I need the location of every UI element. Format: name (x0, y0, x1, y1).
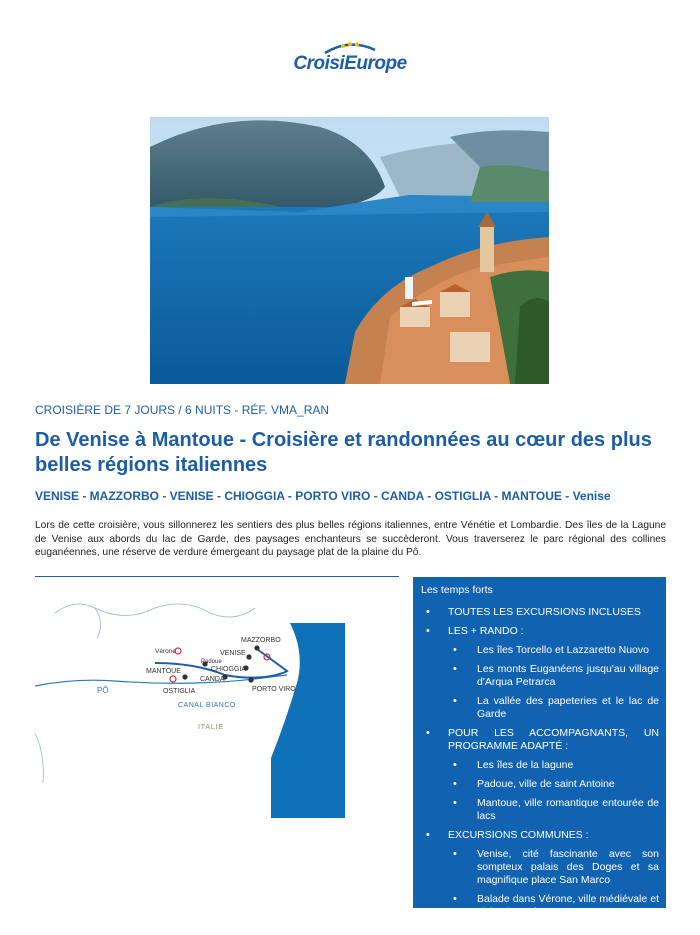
highlight-subitem: • Mantoue, ville romantique entourée de lacs (448, 797, 659, 823)
highlight-subitem: • Les îles de la lagune (448, 759, 659, 772)
highlight-label: EXCURSIONS COMMUNES : (448, 829, 589, 841)
map-label-padoue: Padoue (201, 659, 222, 665)
route-itinerary: VENISE - MAZZORBO - VENISE - CHIOGGIA - PORTO VIRO - CANDA - OSTIGLIA - MANTOUE - Venise (35, 489, 611, 503)
highlight-sublist (448, 759, 659, 823)
route-map (35, 583, 345, 818)
highlight-item (421, 606, 659, 619)
page-title: De Venise à Mantoue - Croisière et randonnées au cœur des plus belles régions italiennes (35, 429, 652, 476)
highlight-subitem: • La vallée des papeteries et le lac de Garde (448, 695, 659, 721)
highlight-label: TOUTES LES EXCURSIONS INCLUSES (448, 606, 641, 618)
stop-marker (182, 674, 187, 679)
cruise-reference: CROISIÈRE DE 7 JOURS / 6 NUITS - RÉF. VMA_RAN (35, 403, 330, 417)
map-label-mantoue: MANTOUE (146, 668, 181, 675)
map-label-canda: CANDA (200, 676, 225, 683)
highlight-sublist (448, 644, 659, 721)
highlight-label: POUR LES ACCOMPAGNANTS, UN PROGRAMME ADAPTÉ : (448, 727, 659, 752)
map-label-italie: ITALIE (198, 722, 224, 731)
highlights-title: Les temps forts (421, 584, 493, 596)
highlight-item (421, 727, 659, 823)
logo-text: CroisiEurope (293, 53, 407, 74)
map-label-po: PÔ (97, 686, 109, 695)
highlight-subitem: • Padoue, ville de saint Antoine (448, 778, 659, 791)
section-divider (35, 576, 399, 577)
map-label-venise: VENISE (220, 650, 246, 657)
map-label-porto-viro: PORTO VIRO (252, 686, 296, 693)
brand-logo (0, 38, 700, 75)
highlight-subitem: • Les îles Torcello et Lazzaretto Nuovo (448, 644, 659, 657)
highlight-item (421, 829, 659, 919)
highlights-list (421, 606, 659, 919)
cruise-description: Lors de cette croisière, vous sillonnerez les sentiers des plus belles régions italiennes, entre Vénétie et Lombardie. Des îles de la Lagune de Venise aux abords du lac de Garde, des paysages enchanteurs se succèderont. Vous traverserez le parc régional des collines euganéennes, une réserve de verdure émergeant du paysage plat de la plaine du Pô. (35, 520, 666, 558)
highlight-subitem: • Venise, cité fascinante avec son sompteux palais des Doges et sa magnifique place San Marco (448, 848, 659, 887)
map-label-mazzorbo: MAZZORBO (241, 637, 281, 644)
map-label-verone: Vérone (155, 648, 176, 655)
map-label-chioggia: CHIOGGIA (211, 666, 247, 673)
map-label-ostiglia: OSTIGLIA (163, 688, 196, 695)
highlight-sublist (448, 848, 659, 919)
map-label-canal-bianco: CANAL BIANCO (178, 702, 236, 709)
highlight-subitem: • Balade dans Vérone, ville médiévale et visite des arènes (448, 893, 659, 919)
stop-marker (254, 645, 259, 650)
stop-marker (246, 654, 251, 659)
highlight-item (421, 625, 659, 721)
highlights-box (413, 577, 666, 918)
highlight-subitem: • Les monts Euganéens jusqu'au village d'Arqua Petrarca (448, 663, 659, 689)
stop-marker (248, 677, 253, 682)
highlight-label: LES + RANDO : (448, 625, 524, 637)
hero-image (150, 117, 549, 384)
